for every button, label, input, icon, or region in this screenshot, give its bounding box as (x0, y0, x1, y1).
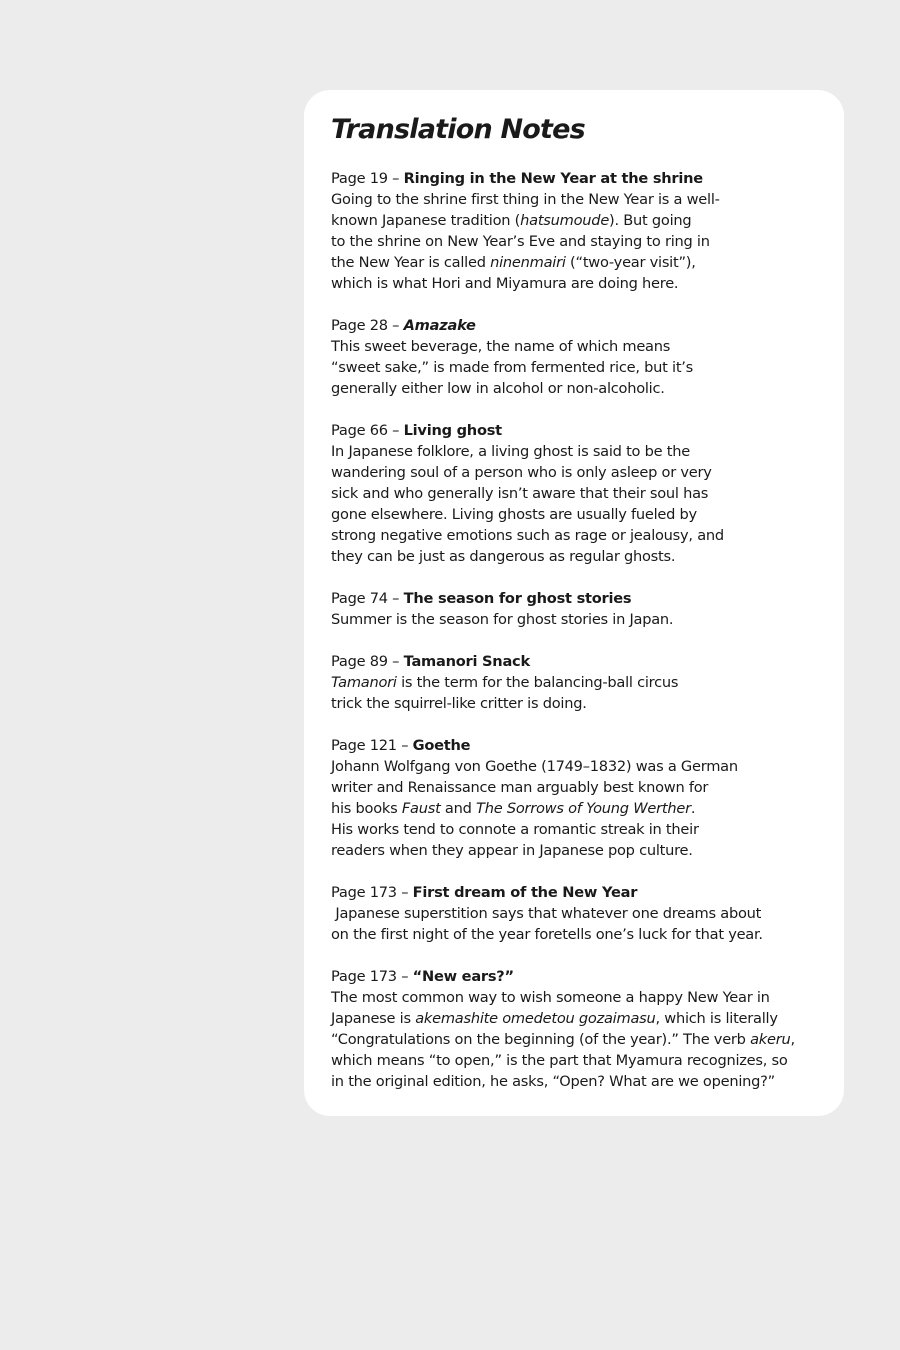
note-topic: First dream of the New Year (412, 884, 638, 901)
note-body-line (331, 819, 824, 840)
note-separator: – (387, 170, 404, 187)
note-body-line (331, 903, 824, 924)
note-heading (331, 168, 824, 189)
note-page-ref: Page 121 (331, 737, 397, 754)
italic-term: akeru (750, 1031, 791, 1048)
body-text: This sweet beverage, the name of which means (331, 338, 671, 355)
note-body-line (331, 609, 824, 630)
note-body-line (331, 210, 824, 231)
body-text: His works tend to connote a romantic streak in their (331, 821, 699, 838)
notes-list (331, 168, 824, 1092)
note-body-line (331, 378, 824, 399)
note-heading (331, 315, 824, 336)
body-text: “sweet sake,” is made from fermented rice, but it’s (331, 359, 694, 376)
note-separator: – (387, 422, 404, 439)
body-text: generally either low in alcohol or non-alcoholic. (331, 380, 665, 397)
note-body-line (331, 546, 824, 567)
note-body-line (331, 798, 824, 819)
body-text: on the first night of the year foretells one’s luck for that year. (331, 926, 763, 943)
body-text: Japanese superstition says that whatever one dreams about (331, 905, 762, 922)
italic-term: Faust (401, 800, 441, 817)
note-entry (331, 735, 824, 861)
body-text: ). But going (609, 212, 692, 229)
translation-notes-card (304, 90, 844, 1116)
note-body-line (331, 672, 824, 693)
note-separator: – (387, 590, 404, 607)
note-heading (331, 651, 824, 672)
body-text: writer and Renaissance man arguably best known for (331, 779, 709, 796)
italic-term: hatsumoude (520, 212, 610, 229)
body-text: and (440, 800, 477, 817)
note-heading (331, 735, 824, 756)
note-heading (331, 882, 824, 903)
body-text: in the original edition, he asks, “Open? What are we opening?” (331, 1073, 775, 1090)
note-body-line (331, 1008, 824, 1029)
body-text: readers when they appear in Japanese pop culture. (331, 842, 693, 859)
note-page-ref: Page 173 (331, 884, 397, 901)
note-page-ref: Page 66 (331, 422, 388, 439)
note-separator: – (396, 884, 413, 901)
note-entry (331, 966, 824, 1092)
body-text: which means “to open,” is the part that Myamura recognizes, so (331, 1052, 788, 1069)
body-text: Going to the shrine first thing in the New Year is a well- (331, 191, 720, 208)
note-body-line (331, 1050, 824, 1071)
note-body-line (331, 231, 824, 252)
note-page-ref: Page 74 (331, 590, 388, 607)
note-body-line (331, 483, 824, 504)
body-text: , which is literally (655, 1010, 778, 1027)
page-title: Translation Notes (331, 114, 585, 145)
note-topic: Living ghost (403, 422, 502, 439)
body-text: . (690, 800, 696, 817)
body-text: “Congratulations on the beginning (of the year).” The verb (331, 1031, 751, 1048)
note-topic: Ringing in the New Year at the shrine (403, 170, 703, 187)
body-text: sick and who generally isn’t aware that their soul has (331, 485, 709, 502)
body-text: In Japanese folklore, a living ghost is said to be the (331, 443, 690, 460)
body-text: which is what Hori and Miyamura are doing here. (331, 275, 679, 292)
italic-term: ninenmairi (490, 254, 566, 271)
note-separator: – (396, 737, 413, 754)
body-text: Japanese is (331, 1010, 416, 1027)
note-separator: – (396, 968, 413, 985)
note-page-ref: Page 19 (331, 170, 388, 187)
body-text: known Japanese tradition ( (331, 212, 521, 229)
note-heading (331, 588, 824, 609)
body-text: The most common way to wish someone a happy New Year in (331, 989, 770, 1006)
note-topic: “New ears?” (412, 968, 514, 985)
note-body-line (331, 441, 824, 462)
italic-term: akemashite omedetou gozaimasu (415, 1010, 656, 1027)
note-entry (331, 420, 824, 567)
body-text: they can be just as dangerous as regular ghosts. (331, 548, 676, 565)
body-text: gone elsewhere. Living ghosts are usually fueled by (331, 506, 697, 523)
note-body-line (331, 924, 824, 945)
note-body-line (331, 987, 824, 1008)
note-page-ref: Page 89 (331, 653, 388, 670)
note-body-line (331, 273, 824, 294)
body-text: Summer is the season for ghost stories in Japan. (331, 611, 674, 628)
body-text: to the shrine on New Year’s Eve and staying to ring in (331, 233, 710, 250)
body-text: strong negative emotions such as rage or jealousy, and (331, 527, 724, 544)
note-heading (331, 420, 824, 441)
note-body-line (331, 840, 824, 861)
note-entry (331, 588, 824, 630)
body-text: the New Year is called (331, 254, 491, 271)
note-entry (331, 882, 824, 945)
note-entry (331, 168, 824, 294)
note-body-line (331, 693, 824, 714)
note-body-line (331, 252, 824, 273)
body-text: his books (331, 800, 402, 817)
italic-term: Tamanori (331, 674, 397, 691)
note-body-line (331, 756, 824, 777)
note-body-line (331, 462, 824, 483)
note-topic: Goethe (412, 737, 471, 754)
body-text: Johann Wolfgang von Goethe (1749–1832) was a German (331, 758, 738, 775)
note-topic: Tamanori Snack (403, 653, 530, 670)
note-body-line (331, 777, 824, 798)
note-topic: The season for ghost stories (403, 590, 632, 607)
note-separator: – (387, 317, 404, 334)
note-page-ref: Page 28 (331, 317, 388, 334)
note-topic: Amazake (403, 317, 476, 334)
body-text: (“two-year visit”), (565, 254, 696, 271)
note-page-ref: Page 173 (331, 968, 397, 985)
note-body-line (331, 1029, 824, 1050)
note-body-line (331, 504, 824, 525)
note-body-line (331, 525, 824, 546)
note-heading (331, 966, 824, 987)
body-text: , (790, 1031, 795, 1048)
note-separator: – (387, 653, 404, 670)
note-entry (331, 651, 824, 714)
body-text: wandering soul of a person who is only asleep or very (331, 464, 712, 481)
note-body-line (331, 357, 824, 378)
note-body-line (331, 189, 824, 210)
body-text: is the term for the balancing-ball circus (396, 674, 679, 691)
italic-term: The Sorrows of Young Werther (476, 800, 691, 817)
note-body-line (331, 336, 824, 357)
note-body-line (331, 1071, 824, 1092)
note-entry (331, 315, 824, 399)
body-text: trick the squirrel-like critter is doing. (331, 695, 587, 712)
